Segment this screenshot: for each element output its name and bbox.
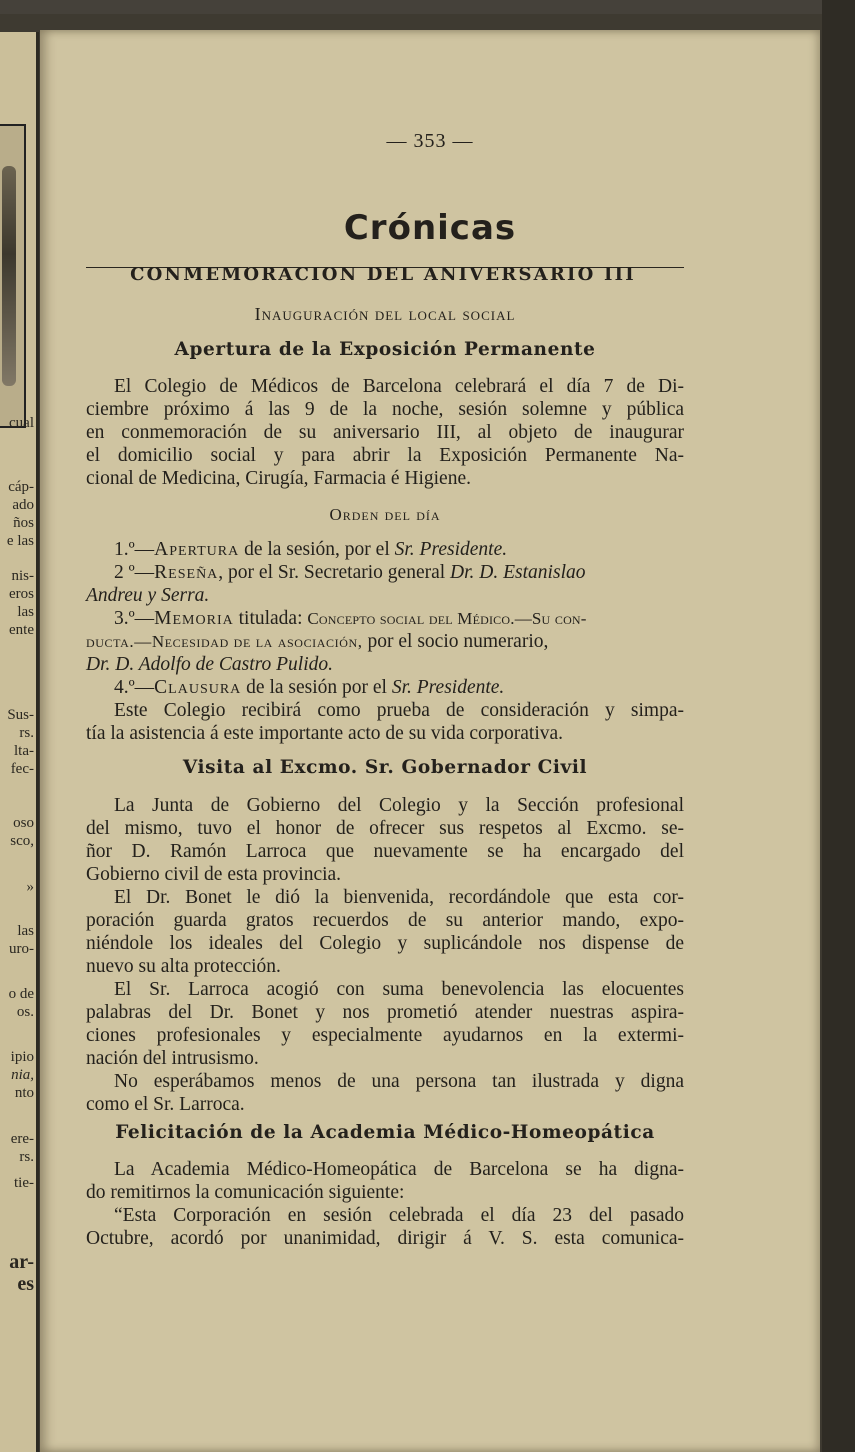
prev-page-fragment: ado	[12, 497, 34, 513]
agenda-item-title: ducta.—Necesidad de la asociación,	[86, 632, 363, 651]
agenda-item-label: Memoria	[154, 608, 234, 629]
felicitacion-title: Felicitación de la Academia Médico-Homeopática	[115, 1122, 655, 1143]
prev-page-fragment: e las	[6, 533, 34, 549]
prev-page-fragment: lta-	[14, 743, 34, 759]
paragraph-line: en conmemoración de su aniversario III, al objeto de inaugurar	[86, 422, 684, 443]
prev-page-fragment: ños	[13, 515, 34, 531]
paragraph-line: palabras del Dr. Bonet y nos prometió atender nuestras aspira-	[86, 1002, 684, 1023]
agenda-item-person: Dr. D. Adolfo de Castro Pulido.	[86, 654, 334, 675]
paragraph-line: el domicilio social y para abrir la Exposición Permanente Na-	[86, 445, 684, 466]
agenda-item-4	[114, 678, 504, 698]
paragraph-line: La Academia Médico-Homeopática de Barcelona se ha digna-	[114, 1159, 684, 1180]
prev-page-fragment: rs.	[19, 725, 34, 741]
agenda-item-3-cont	[86, 632, 548, 652]
paragraph-line: El Colegio de Médicos de Barcelona celebrará el día 7 de Di-	[114, 376, 684, 397]
paragraph-line: ñor D. Ramón Larroca que nuevamente se ha encargado del	[86, 841, 684, 862]
scan-top-edge	[0, 0, 855, 14]
paragraph-line: El Dr. Bonet le dió la bienvenida, recordándole que esta cor-	[114, 887, 684, 908]
prev-page-fragment: cáp-	[8, 479, 34, 495]
paragraph-line: cional de Medicina, Cirugía, Farmacia é Higiene.	[86, 468, 471, 489]
agenda-item-1	[114, 540, 507, 560]
paragraph-line: “Esta Corporación en sesión celebrada el día 23 del pasado	[114, 1205, 684, 1226]
prev-page-fragment: rs.	[19, 1149, 34, 1165]
prev-page-fragment: eros	[9, 586, 34, 602]
agenda-heading: Orden del día	[329, 505, 441, 524]
prev-page-fragment: es	[17, 1273, 34, 1295]
previous-page-illustration	[0, 124, 26, 428]
prev-page-fragment: o de	[8, 986, 34, 1002]
prev-page-fragment: tie-	[14, 1175, 34, 1191]
paragraph-line: do remitirnos la comunicación siguiente:	[86, 1182, 405, 1203]
page-number: — 353 —	[386, 130, 474, 152]
prev-page-fragment: las	[17, 604, 34, 620]
prev-page-fragment: cual	[9, 415, 34, 431]
agenda-item-text: por el socio numerario,	[362, 631, 549, 652]
book-page	[40, 30, 820, 1452]
section-title: Crónicas	[343, 208, 517, 248]
agenda-item-text: de la sesión por el	[241, 677, 392, 698]
agenda-item-number: 4.º—	[114, 677, 155, 698]
prev-page-fragment: sco,	[10, 833, 34, 849]
article-headline: CONMEMORACION DEL ANIVERSARIO III	[130, 264, 636, 285]
prev-page-fragment: Sus-	[7, 707, 34, 723]
prev-page-fragment: nia,	[11, 1067, 34, 1083]
agenda-item-person: Sr. Presidente.	[391, 677, 505, 698]
agenda-item-label: Clausura	[154, 677, 242, 698]
prev-page-fragment: las	[17, 923, 34, 939]
paragraph-line: Octubre, acordó por unanimidad, dirigir á V. S. esta comunica-	[86, 1228, 684, 1249]
prev-page-fragment: ere-	[10, 1131, 34, 1147]
agenda-item-label: Reseña	[154, 562, 219, 583]
paragraph-line: del mismo, tuvo el honor de ofrecer sus respetos al Excmo. se-	[86, 818, 684, 839]
prev-page-fragment: ipio	[10, 1049, 34, 1065]
agenda-item-text: de la sesión, por el	[239, 539, 395, 560]
prev-page-fragment: nis-	[11, 568, 34, 584]
prev-page-fragment: »	[26, 879, 34, 895]
paragraph-line: como el Sr. Larroca.	[86, 1094, 245, 1115]
previous-page-edge	[0, 32, 39, 1452]
agenda-item-label: Apertura	[154, 539, 240, 560]
agenda-item-3	[114, 609, 587, 629]
paragraph-line: tía la asistencia á este importante acto de su vida corporativa.	[86, 723, 564, 744]
prev-page-fragment: fec-	[10, 761, 34, 777]
paragraph-line: nación del intrusismo.	[86, 1048, 259, 1069]
agenda-item-text: titulada:	[233, 608, 308, 629]
agenda-item-number: 1.º—	[114, 539, 155, 560]
agenda-item-person: Dr. D. Estanislao	[450, 562, 586, 583]
paragraph-line: No esperábamos menos de una persona tan ilustrada y digna	[114, 1071, 684, 1092]
agenda-item-person: Sr. Presidente.	[394, 539, 508, 560]
article-subtitle: Apertura de la Exposición Permanente	[174, 339, 596, 360]
paragraph-line: El Sr. Larroca acogió con suma benevolencia las elocuentes	[114, 979, 684, 1000]
paragraph-line: Gobierno civil de esta provincia.	[86, 864, 342, 885]
paragraph-line: poración guarda gratos recuerdos de su anterior mando, expo-	[86, 910, 684, 931]
prev-page-fragment: oso	[13, 815, 34, 831]
agenda-item-2	[114, 563, 585, 583]
prev-page-fragment: os.	[16, 1004, 34, 1020]
scan-right-edge	[822, 0, 855, 1452]
paragraph-line: ciembre próximo á las 9 de la noche, sesión solemne y pública	[86, 399, 684, 420]
paragraph-line: niéndole los ideales del Colegio y suplicándole nos dispense de	[86, 933, 684, 954]
prev-page-fragment: ar-	[9, 1251, 34, 1273]
prev-page-fragment: nto	[14, 1085, 34, 1101]
paragraph-line: La Junta de Gobierno del Colegio y la Sección profesional	[114, 795, 684, 816]
prev-page-fragment: ente	[9, 622, 34, 638]
agenda-item-person: Andreu y Serra.	[86, 585, 210, 606]
article-subheadline: Inauguración del local social	[254, 304, 516, 324]
paragraph-line: ciones profesionales y especialmente ayudarnos en la extermi-	[86, 1025, 684, 1046]
agenda-item-number: 3.º—	[114, 608, 155, 629]
paragraph-line: Este Colegio recibirá como prueba de consideración y simpa-	[114, 700, 684, 721]
agenda-item-title: Concepto social del Médico.—Su con-	[307, 609, 587, 628]
agenda-item-text: , por el Sr. Secretario general	[218, 562, 451, 583]
agenda-item-number: 2 º—	[114, 562, 155, 583]
paragraph-line: nuevo su alta protección.	[86, 956, 281, 977]
visita-title: Visita al Excmo. Sr. Gobernador Civil	[182, 757, 588, 778]
prev-page-fragment: uro-	[9, 941, 34, 957]
